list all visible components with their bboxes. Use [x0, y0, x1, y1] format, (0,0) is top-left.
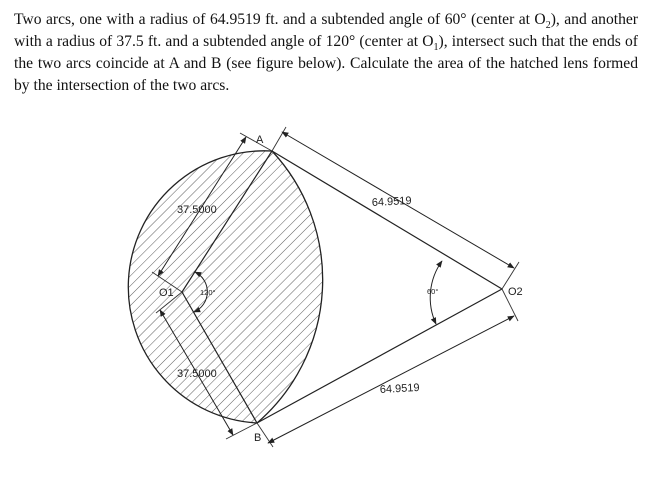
label-long-lower: 64.9519	[379, 381, 420, 396]
label-center-o2: O2	[508, 286, 523, 298]
hatched-lens	[128, 151, 322, 423]
problem-text-part2: ), and another with a radius of 37.5 ft. and a subtended angle of 120° (center at O	[14, 11, 638, 50]
label-radius-upper: 37.5000	[177, 204, 217, 216]
label-radius-lower: 37.5000	[177, 368, 217, 380]
label-center-o1: O1	[159, 287, 174, 299]
subscript-o1: 1	[433, 42, 439, 54]
label-angle-o1: 120°	[200, 288, 216, 297]
label-point-a: A	[256, 134, 264, 146]
subscript-o2: 2	[545, 20, 551, 32]
problem-text-part3: ), intersect such that the ends of the two arcs coincide at A and B (see figure below). Calculate the area of the hatched lens formed by the intersection of the two arcs.	[14, 33, 638, 94]
label-angle-o2: 60°	[427, 287, 439, 296]
label-long-upper: 64.9519	[371, 194, 412, 209]
problem-text-part1: Two arcs, one with a radius of 64.9519 ft. and a subtended angle of 60° (center at O	[14, 11, 546, 28]
label-point-b: B	[254, 432, 262, 444]
